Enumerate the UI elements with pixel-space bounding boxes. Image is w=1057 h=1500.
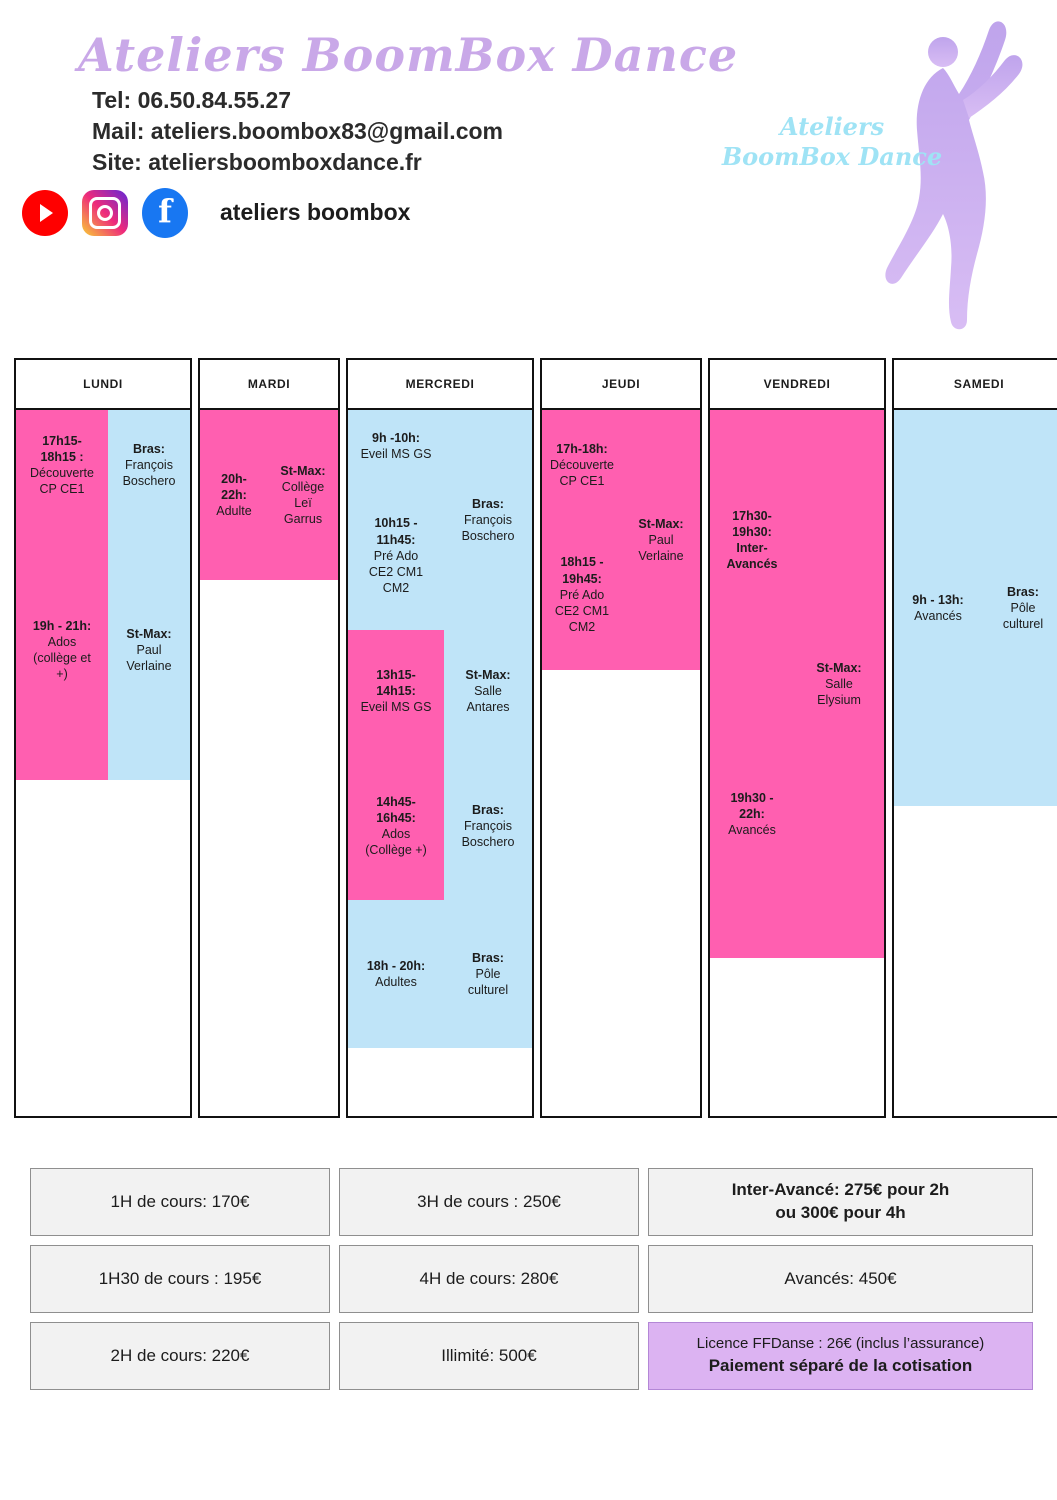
timetable-class-cell	[444, 752, 532, 900]
timetable-class-cell	[348, 410, 444, 482]
weekly-timetable	[14, 358, 1044, 1118]
day-header-mercredi: MERCREDI	[348, 360, 532, 410]
phone-line: Tel: 06.50.84.55.27	[92, 86, 292, 113]
day-subcolumn	[894, 410, 982, 1116]
timetable-class-cell	[348, 900, 444, 1048]
timetable-class-cell	[542, 520, 622, 670]
cell-line: culturel	[1002, 617, 1044, 632]
day-subcolumn	[710, 410, 794, 1116]
cell-line: St-Max:	[465, 667, 511, 682]
price-cell	[339, 1245, 639, 1313]
cell-line: St-Max:	[280, 463, 326, 478]
contact-block	[92, 85, 652, 178]
page-title: Ateliers BoomBox Dance	[78, 28, 739, 82]
email-line: Mail: ateliers.boombox83@gmail.com	[92, 117, 503, 144]
cell-line: 19h - 21h:	[32, 618, 92, 633]
facebook-icon[interactable]: f	[142, 188, 188, 238]
timetable-class-cell	[268, 410, 338, 580]
cell-line: Verlaine	[126, 659, 172, 674]
cell-line: Avancés	[726, 557, 778, 572]
timetable-class-cell	[444, 410, 532, 630]
cell-line: Pôle	[475, 966, 501, 981]
day-body	[200, 410, 338, 1116]
cell-line: 9h - 13h:	[912, 592, 964, 607]
day-subcolumn	[982, 410, 1057, 1116]
timetable-class-cell	[542, 410, 622, 520]
website-line: Site: ateliersboomboxdance.fr	[92, 148, 422, 175]
timetable-empty-cell	[794, 958, 884, 1116]
day-subcolumn	[16, 410, 108, 1116]
timetable-empty-cell	[542, 670, 622, 1116]
cell-line: St-Max:	[126, 626, 172, 641]
timetable-class-cell	[622, 410, 700, 670]
cell-line: Boschero	[461, 835, 515, 850]
cell-line: Adultes	[375, 975, 417, 989]
price-cell	[30, 1245, 330, 1313]
cell-line: 9h -10h:	[372, 430, 420, 445]
cell-line: 14h45-	[376, 794, 416, 809]
day-subcolumn	[348, 410, 444, 1116]
cell-line: Découverte	[30, 466, 94, 480]
cell-line: Elysium	[817, 693, 861, 708]
cell-line: Verlaine	[638, 549, 684, 564]
cell-line: Ados	[381, 827, 411, 841]
cell-line: 17h15-	[42, 433, 82, 448]
day-subcolumn	[200, 410, 268, 1116]
price-sublabel: Paiement séparé de la cotisation	[708, 1355, 973, 1375]
cell-line: Bras:	[472, 950, 504, 965]
day-subcolumn	[108, 410, 190, 1116]
price-label: 4H de cours: 280€	[419, 1268, 559, 1288]
timetable-class-cell	[348, 630, 444, 752]
timetable-class-cell	[108, 520, 190, 780]
cell-line: Bras:	[472, 496, 504, 511]
day-column-mercredi	[346, 358, 534, 1118]
cell-line: Inter-	[736, 541, 768, 555]
timetable-class-cell	[348, 752, 444, 900]
cell-line: Pré Ado	[559, 587, 605, 602]
timetable-empty-cell	[710, 958, 794, 1116]
cell-line: 20h-	[221, 471, 247, 486]
cell-line: Bras:	[472, 802, 504, 817]
timetable-empty-cell	[348, 1048, 444, 1116]
price-sublabel: ou 300€ pour 4h	[775, 1203, 906, 1222]
price-label: 1H de cours: 170€	[110, 1191, 250, 1211]
cell-line: 17h30-	[732, 508, 772, 523]
page-header	[0, 0, 1057, 238]
cell-line: 11h45:	[376, 532, 416, 547]
cell-line: Salle	[474, 683, 502, 698]
day-body	[16, 410, 190, 1116]
timetable-empty-cell	[622, 670, 700, 1116]
day-column-jeudi	[540, 358, 702, 1118]
timetable-empty-cell	[268, 580, 338, 1116]
price-cell	[30, 1168, 330, 1236]
cell-line: CP CE1	[559, 474, 605, 489]
cell-line: CM2	[382, 581, 410, 596]
logo-text-line2: BoomBox Dance	[721, 142, 943, 171]
day-header-vendredi: VENDREDI	[710, 360, 884, 410]
cell-line: Adulte	[216, 504, 252, 519]
cell-line: Avancés	[728, 823, 776, 838]
price-label: 3H de cours : 250€	[417, 1191, 561, 1211]
cell-line: 19h30:	[732, 524, 772, 539]
cell-line: 18h15 -	[560, 555, 604, 570]
day-column-lundi	[14, 358, 192, 1118]
day-column-vendredi	[708, 358, 886, 1118]
timetable-empty-cell	[982, 806, 1057, 1116]
timetable-class-cell	[894, 410, 982, 806]
timetable-empty-cell	[16, 780, 108, 1116]
dancer-logo-icon	[747, 0, 1047, 350]
cell-line: 22h:	[221, 487, 247, 502]
cell-line: Antares	[466, 700, 510, 715]
cell-line: 18h15 :	[40, 449, 84, 464]
day-subcolumn	[444, 410, 532, 1116]
cell-line: St-Max:	[816, 660, 862, 675]
timetable-class-cell	[444, 900, 532, 1048]
cell-line: (collège et	[33, 651, 91, 665]
day-body	[894, 410, 1057, 1116]
cell-line: 18h - 20h:	[366, 958, 426, 973]
timetable-class-cell	[108, 410, 190, 520]
instagram-icon[interactable]	[82, 190, 128, 236]
logo-text-line1: Ateliers	[779, 112, 885, 141]
cell-line: CE2 CM1	[368, 565, 424, 580]
cell-line: 13h15-	[376, 667, 416, 682]
day-column-mardi	[198, 358, 340, 1118]
cell-line: Salle	[825, 676, 853, 691]
cell-line: St-Max:	[638, 516, 684, 531]
timetable-class-cell	[348, 482, 444, 630]
cell-line: Bras:	[1007, 584, 1039, 599]
price-cell	[648, 1245, 1033, 1313]
cell-line: Leï	[294, 496, 312, 510]
cell-line: François	[125, 457, 173, 472]
cell-line: 17h-18h:	[556, 441, 608, 456]
cell-line: CE2 CM1	[554, 604, 610, 619]
price-label: Licence FFDanse : 26€ (inclus l’assurance)	[696, 1335, 985, 1353]
timetable-empty-cell	[200, 580, 268, 1116]
timetable-class-cell	[16, 410, 108, 520]
cell-line: Bras:	[133, 441, 165, 456]
day-body	[542, 410, 700, 1116]
day-column-samedi	[892, 358, 1057, 1118]
logo-wordmark	[702, 112, 962, 172]
timetable-class-cell	[200, 410, 268, 580]
cell-line: Pôle	[1010, 600, 1036, 615]
timetable-empty-cell	[894, 806, 982, 1116]
cell-line: Paul	[648, 532, 674, 547]
day-body	[710, 410, 884, 1116]
cell-line: Avancés	[914, 609, 962, 623]
price-label: 2H de cours: 220€	[110, 1345, 250, 1365]
cell-line: 16h45:	[376, 810, 416, 825]
cell-line: Pré Ado	[373, 548, 419, 563]
youtube-icon[interactable]	[22, 190, 68, 236]
cell-line: François	[464, 512, 512, 527]
day-header-mardi: MARDI	[200, 360, 338, 410]
price-label: Illimité: 500€	[441, 1345, 537, 1365]
cell-line: Boschero	[122, 474, 176, 489]
cell-line: Eveil MS GS	[360, 447, 432, 461]
cell-line: 14h15:	[376, 683, 416, 698]
price-label: Inter-Avancé: 275€ pour 2h	[731, 1180, 950, 1200]
price-label: 1H30 de cours : 195€	[98, 1268, 262, 1288]
social-handle: ateliers boombox	[220, 199, 411, 226]
timetable-class-cell	[16, 520, 108, 780]
cell-line: culturel	[467, 983, 509, 998]
cell-line: Boschero	[461, 529, 515, 544]
price-cell	[648, 1322, 1033, 1390]
timetable-class-cell	[710, 410, 794, 670]
cell-line: Garrus	[283, 512, 323, 527]
day-header-samedi: SAMEDI	[894, 360, 1057, 410]
cell-line: CM2	[568, 620, 596, 635]
cell-line: Ados	[47, 634, 77, 649]
timetable-empty-cell	[444, 1048, 532, 1116]
price-cell	[339, 1168, 639, 1236]
timetable-class-cell	[444, 630, 532, 752]
cell-line: Découverte	[550, 457, 614, 472]
cell-line: 19h45:	[562, 571, 602, 586]
price-cell	[30, 1322, 330, 1390]
day-header-jeudi: JEUDI	[542, 360, 700, 410]
cell-line: (Collège +)	[365, 843, 427, 858]
cell-line: 22h:	[739, 806, 765, 821]
price-cell	[339, 1322, 639, 1390]
day-header-lundi: LUNDI	[16, 360, 190, 410]
cell-line: 10h15 -	[374, 516, 418, 531]
price-label: Avancés: 450€	[784, 1268, 897, 1288]
timetable-class-cell	[982, 410, 1057, 806]
day-subcolumn	[622, 410, 700, 1116]
price-cell	[648, 1168, 1033, 1236]
cell-line: Paul	[136, 642, 162, 657]
day-subcolumn	[794, 410, 884, 1116]
price-table	[30, 1168, 1025, 1390]
cell-line: CP CE1	[39, 482, 85, 497]
timetable-empty-cell	[108, 780, 190, 1116]
cell-line: 19h30 -	[730, 790, 774, 805]
day-subcolumn	[268, 410, 338, 1116]
timetable-class-cell	[794, 410, 884, 958]
cell-line: Collège	[281, 479, 325, 494]
cell-line: +)	[56, 667, 68, 682]
cell-line: Eveil MS GS	[360, 700, 432, 715]
cell-line: François	[464, 818, 512, 833]
day-subcolumn	[542, 410, 622, 1116]
day-body	[348, 410, 532, 1116]
timetable-class-cell	[710, 670, 794, 958]
